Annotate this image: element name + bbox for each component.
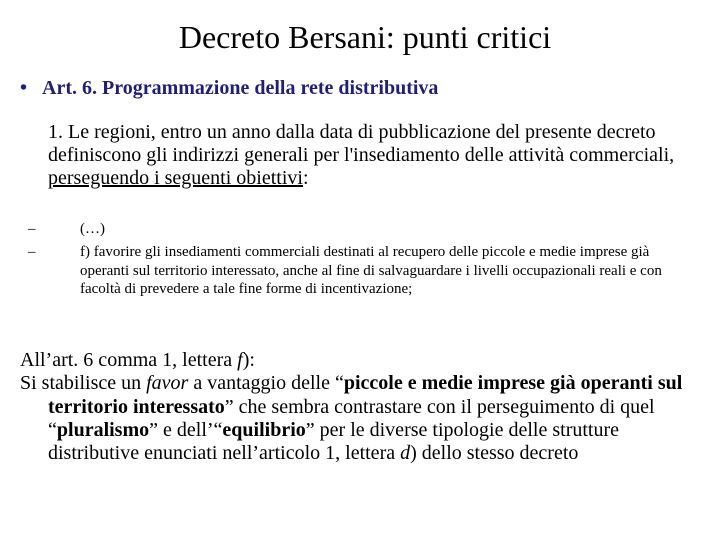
commentary-text: ” e dell’“ bbox=[149, 418, 223, 441]
commentary-text: a vantaggio delle “ bbox=[188, 372, 344, 395]
slide-title: Decreto Bersani: punti critici bbox=[178, 19, 552, 55]
commentary-text: ” per le diverse tipologie delle strutture distributive enunciati nell’articolo 1, lettera bbox=[48, 418, 620, 465]
commentary-intro bbox=[20, 349, 700, 372]
bullet-marker: • bbox=[20, 77, 28, 99]
bullet-heading-text: Art. 6. Programmazione della rete distributiva bbox=[42, 77, 439, 99]
bullet-heading bbox=[20, 76, 438, 100]
commentary-text: ” che sembra contrastare con il perseguimento di quel “ bbox=[48, 395, 655, 441]
commentary-letter-d: d bbox=[400, 442, 411, 465]
commentary-intro-end: ): bbox=[242, 349, 255, 371]
article-paragraph-text: 1. Le regioni, entro un anno dalla data di pubblicazione del presente decreto definiscono gli indirizzi generali per l'insediamento delle attività commerciali, bbox=[48, 121, 675, 166]
subitem-text: (…) bbox=[80, 221, 105, 237]
commentary-paragraph bbox=[20, 372, 700, 465]
commentary bbox=[20, 349, 700, 465]
subitem-text: f) favorire gli insediamenti commerciali destinati al recupero delle piccole e medie imprese già operanti sul territorio interessato, anche al fine di salvaguardare i livelli occupazionali reali e con facoltà di prevedere a tale fine forme di incentivazione; bbox=[80, 244, 662, 297]
commentary-text: ) dello stesso decreto bbox=[410, 442, 579, 465]
commentary-emphasis-equilibrio: equilibrio bbox=[222, 418, 306, 441]
article-paragraph bbox=[48, 121, 698, 190]
subitem-ellipsis bbox=[28, 220, 693, 239]
subitem-dash: – bbox=[28, 244, 36, 260]
commentary-intro-letter: f bbox=[237, 349, 243, 371]
commentary-text: Si stabilisce un bbox=[20, 372, 147, 395]
article-paragraph-colon: : bbox=[302, 167, 309, 189]
subitem-dash: – bbox=[28, 221, 36, 237]
commentary-intro-text: All’art. 6 comma 1, lettera bbox=[20, 349, 238, 371]
article-paragraph-underlined: perseguendo i seguenti obiettivi bbox=[48, 167, 303, 189]
commentary-emphasis-pluralismo: pluralismo bbox=[56, 418, 150, 441]
subitem-f bbox=[28, 243, 693, 299]
commentary-favor: favor bbox=[146, 372, 189, 395]
commentary-emphasis-pmi: piccole e medie imprese già operanti sul territorio interessato bbox=[48, 372, 683, 418]
